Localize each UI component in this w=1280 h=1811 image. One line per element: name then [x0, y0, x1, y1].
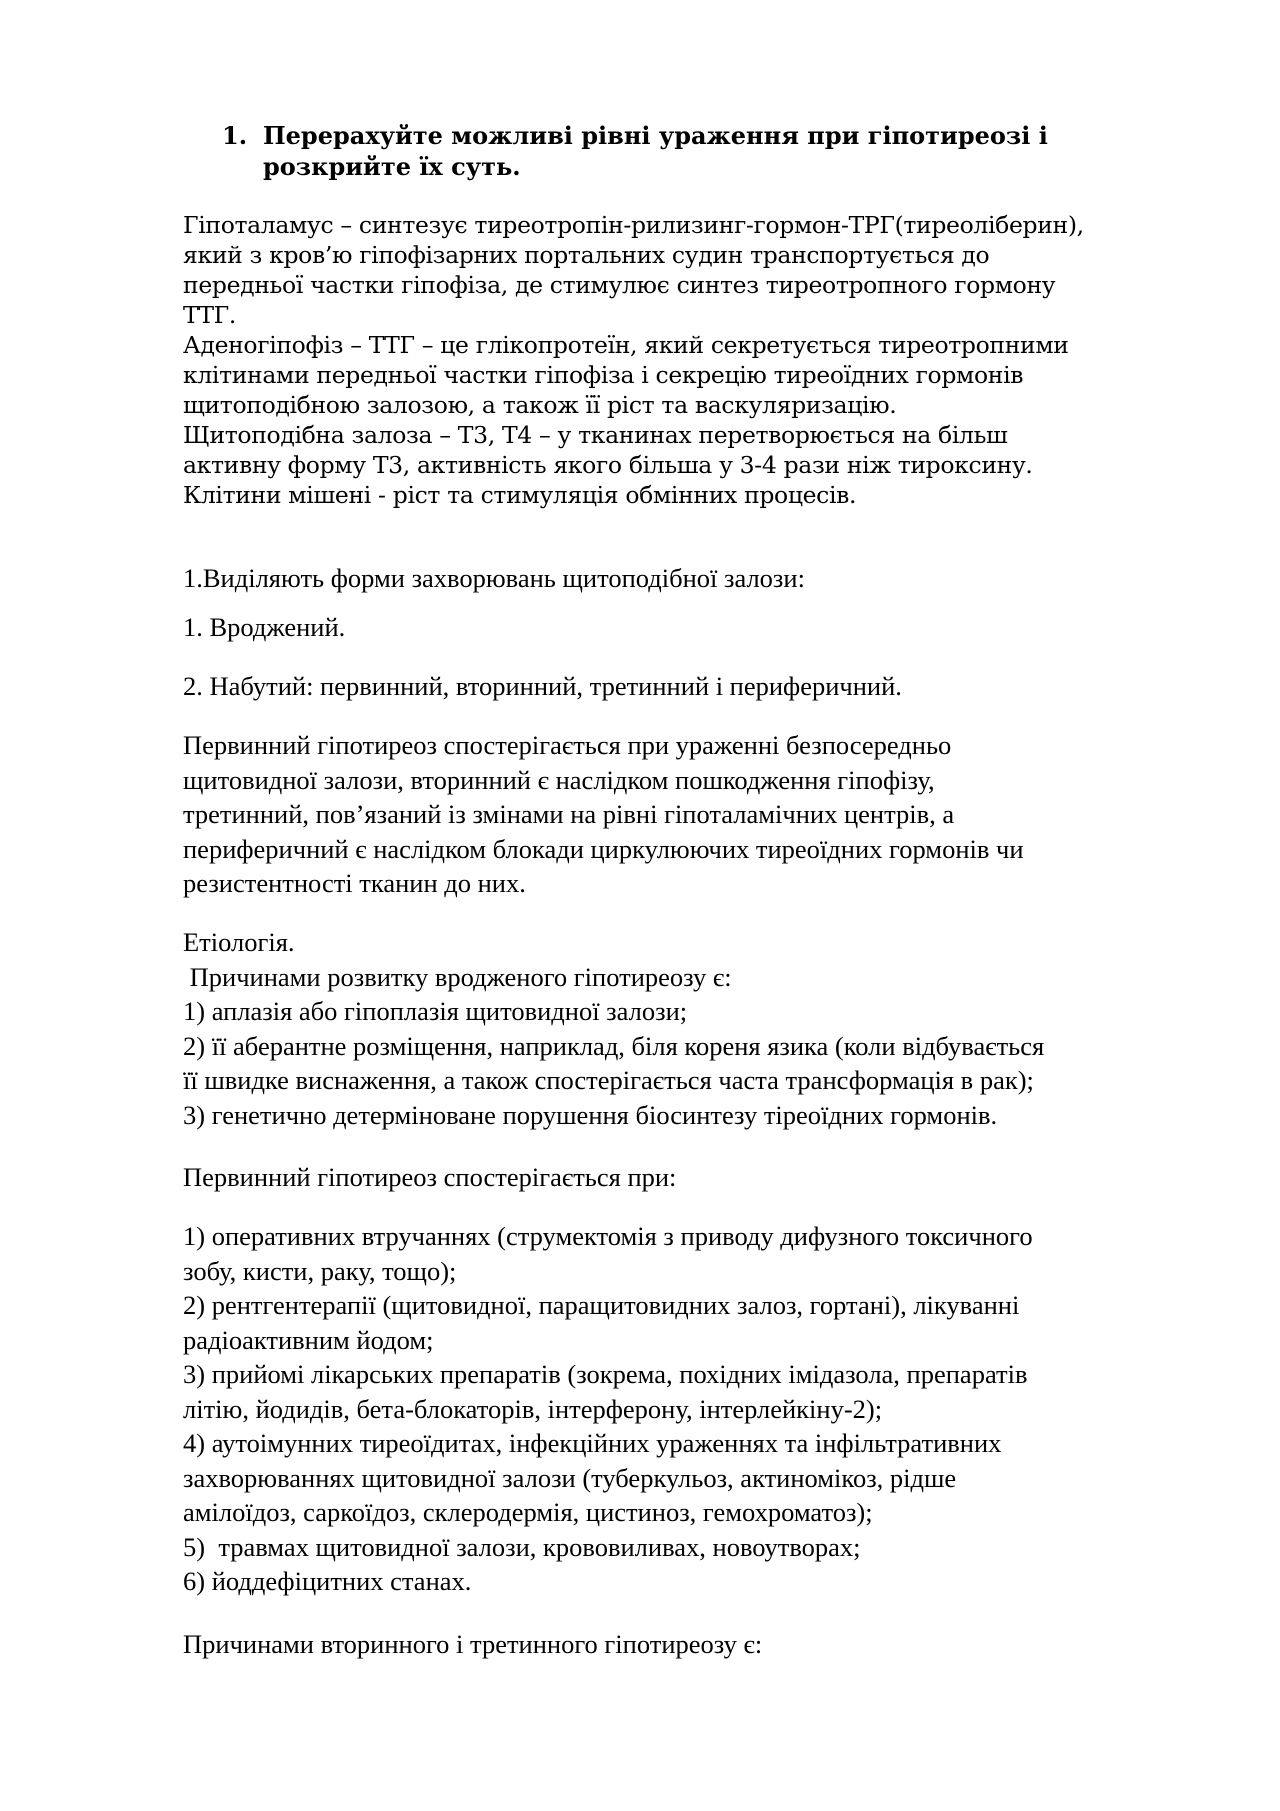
paragraph-line: щитовидної залози, вторинний є наслідком пошкодження гіпофізу, [183, 764, 935, 795]
paragraph-line: Первинний гіпотиреоз спостерігається при: [183, 1162, 677, 1192]
paragraph-line: щитоподібною залозою, а також її ріст та васкуляризацію. [183, 391, 897, 419]
heading-text [263, 120, 1122, 182]
secondary-title [183, 1627, 1183, 1662]
paragraph-line: третинний, пов’язаний із змінами на рівні гіпоталамічних центрів, а [183, 799, 955, 829]
list-item: 2) рентгентерапії (щитовидної, паращитовидних залоз, гортані), лікуванні [183, 1290, 1020, 1320]
list-item: 5) травмах щитовидної залози, крововиливах, новоутворах; [183, 1531, 861, 1562]
forms-title [183, 561, 1183, 596]
forms-description [183, 728, 1183, 901]
paragraph-line: її швидке виснаження, а також спостерігається часта трансформація в рак); [183, 1065, 1034, 1095]
paragraph-line: Гіпоталамус – синтезує тиреотропін-рилизинг-гормон-ТРГ(тиреоліберин), [183, 211, 1084, 239]
paragraph-line: 1.Виділяють форми захворювань щитоподібної залози: [183, 563, 805, 593]
paragraph-line: який з кров’ю гіпофізарних портальних судин транспортується до [183, 241, 990, 269]
paragraph-line: Причинами вторинного і третинного гіпотиреозу є: [183, 1629, 763, 1659]
paragraph-line: Щитоподібна залоза – Т3, Т4 – у тканинах перетворюється на більш [183, 421, 1008, 449]
etiology-section [183, 925, 1183, 1132]
heading-line: розкрийте їх суть. [263, 152, 521, 181]
levels-paragraph [183, 210, 1183, 510]
paragraph-line: Етіологія. [183, 927, 295, 957]
list-item: 6) йоддефіцитних станах. [183, 1566, 472, 1596]
list-item: радіоактивним йодом; [183, 1324, 434, 1355]
paragraph-line: 2. Набутий: первинний, вторинний, третинний і периферичний. [183, 671, 902, 701]
paragraph-line: периферичний є наслідком блокади циркулюючих тиреоїдних гормонів чи [183, 833, 1024, 864]
list-item: 1) оперативних втручаннях (струмектомія з приводу дифузного токсичного [183, 1221, 1033, 1251]
heading-line: Перерахуйте можливі рівні ураження при гіпотиреозі і [263, 121, 1048, 150]
list-item: літію, йодидів, бета-блокаторів, інтерферону, інтерлейкіну-2); [183, 1393, 883, 1424]
paragraph-line: Первинний гіпотиреоз спостерігається при ураженні безпосередньо [183, 730, 952, 760]
paragraph-line: 1) аплазія або гіпоплазія щитовидної залози; [183, 996, 688, 1026]
list-item: зобу, кисти, раку, тощо); [183, 1255, 457, 1286]
list-item: захворюваннях щитовидної залози (туберкульоз, актиномікоз, рідше [183, 1462, 957, 1493]
paragraph-line: Клітини мішені - ріст та стимуляція обмінних процесів. [183, 481, 857, 509]
paragraph-line: Аденогіпофіз – ТТГ – це глікопротеїн, який секретується тиреотропними [183, 331, 1069, 359]
question-heading [222, 120, 1122, 182]
paragraph-line: Причинами розвитку вродженого гіпотиреозу є: [183, 961, 732, 992]
paragraph-line: 2) її аберантне розміщення, наприклад, біля кореня язика (коли відбувається [183, 1030, 1045, 1061]
list-item: амілоїдоз, саркоїдоз, склеродермія, цистиноз, гемохроматоз); [183, 1497, 873, 1527]
paragraph-line: активну форму Т3, активність якого більша у 3-4 рази ніж тироксину. [183, 451, 1033, 479]
paragraph-line: 1. Вроджений. [183, 612, 346, 642]
list-item: 3) прийомі лікарських препаратів (зокрема, похідних імідазола, препаратів [183, 1359, 1028, 1389]
paragraph-line: 3) генетично детерміноване порушення біосинтезу тіреоїдних гормонів. [183, 1099, 998, 1130]
heading-number: 1. [222, 121, 248, 150]
paragraph-line: резистентності тканин до них. [183, 868, 526, 898]
primary-causes-list [183, 1219, 1183, 1599]
paragraph-line: ТТГ. [183, 301, 236, 329]
form-congenital [183, 610, 1183, 645]
paragraph-line: передньої частки гіпофіза, де стимулює синтез тиреотропного гормону [183, 271, 1056, 299]
list-item: 4) аутоімунних тиреоїдитах, інфекційних ураженнях та інфільтративних [183, 1428, 1002, 1458]
primary-title [183, 1160, 1183, 1195]
form-acquired [183, 669, 1183, 704]
paragraph-line: клітинами передньої частки гіпофіза і секрецію тиреоїдних гормонів [183, 361, 1024, 389]
